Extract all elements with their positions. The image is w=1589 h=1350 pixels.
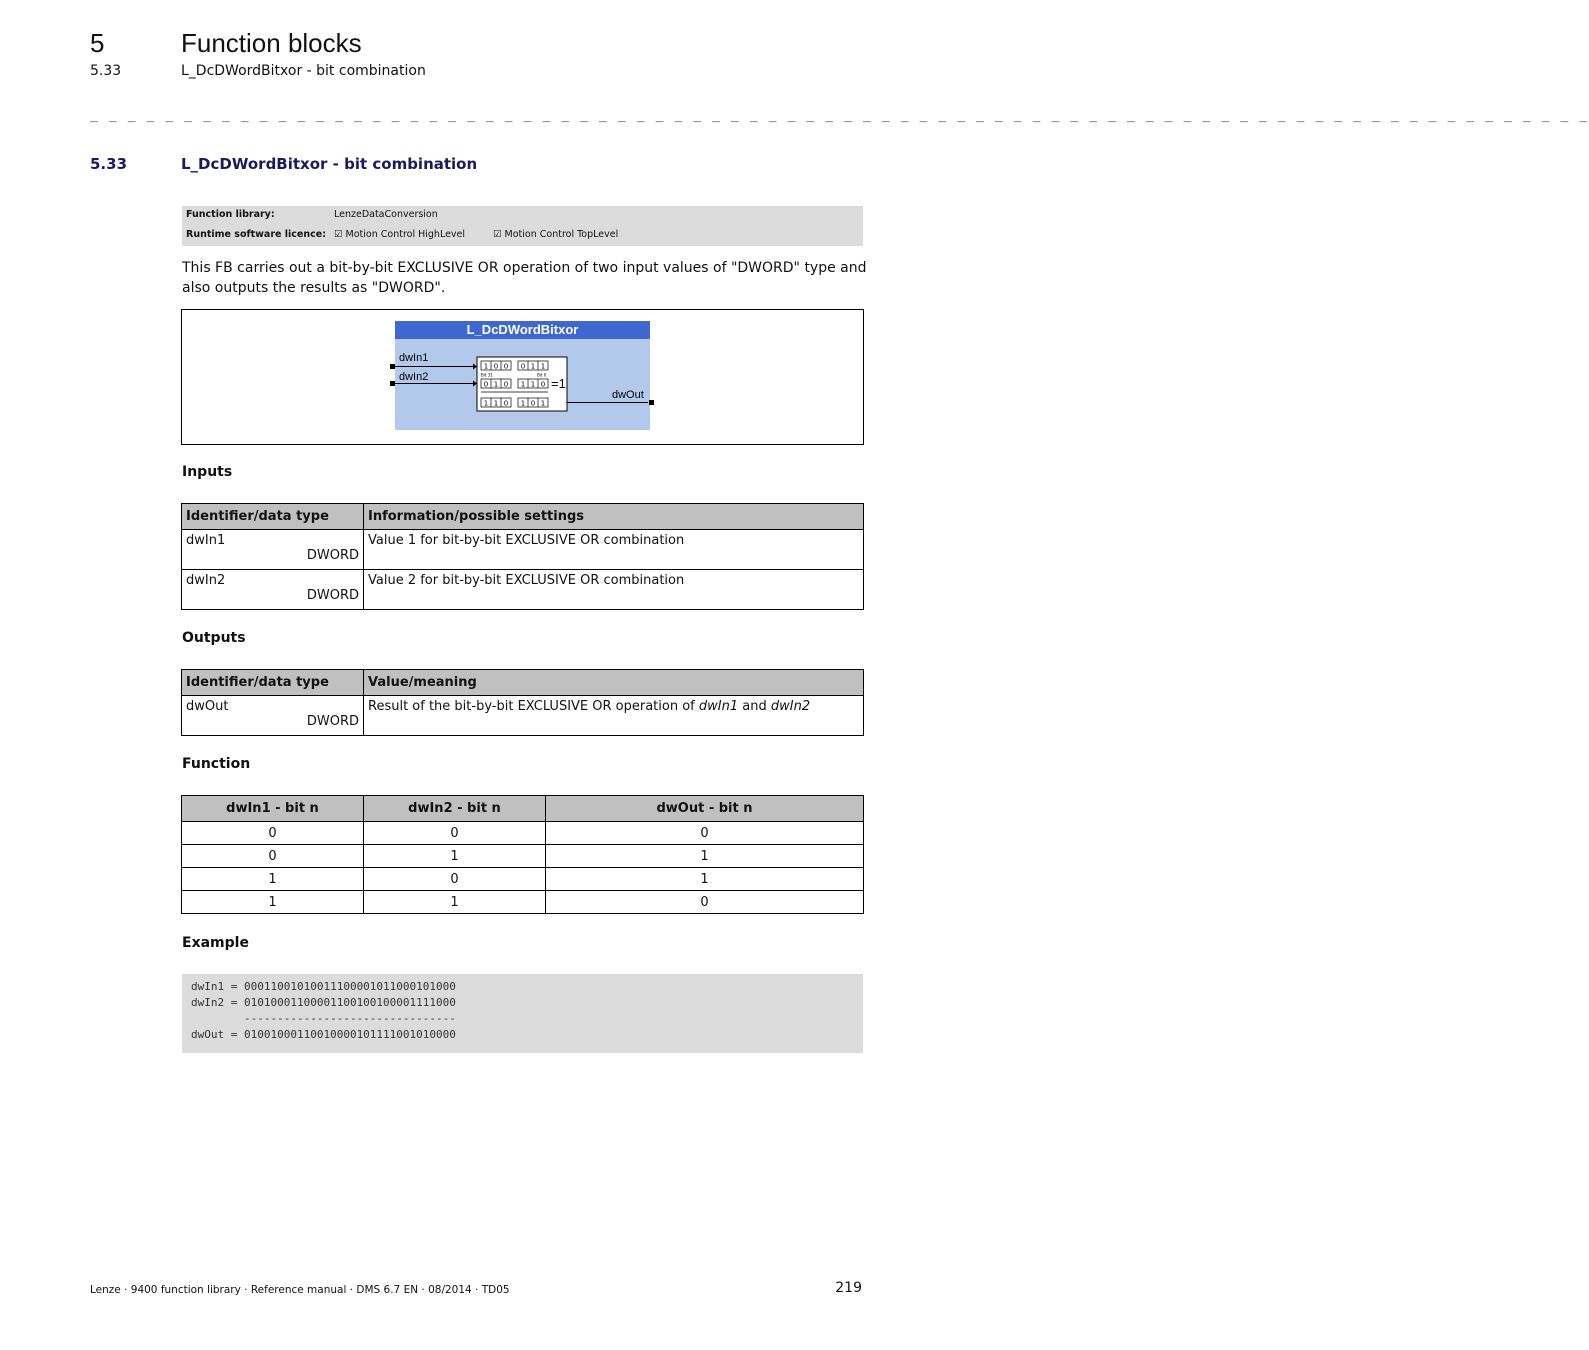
- function-heading: Function: [182, 756, 251, 772]
- bit-cell: 0: [503, 399, 509, 408]
- licence-highlevel: ☑ Motion Control HighLevel: [334, 229, 466, 240]
- example-heading: Example: [182, 935, 249, 951]
- inputs-heading: Inputs: [182, 464, 233, 480]
- table-header-row: [182, 796, 864, 822]
- table-row: [182, 696, 864, 736]
- library-label: Function library:: [186, 209, 275, 220]
- bit-cell: 1: [540, 399, 546, 408]
- table-row: [182, 530, 864, 570]
- info-text: Result of the bit-by-bit EXCLUSIVE OR operation of: [368, 699, 699, 714]
- column-header: dwIn1 - bit n: [182, 796, 364, 822]
- running-section-title: L_DcDWordBitxor - bit combination: [181, 63, 426, 79]
- info-cell: [364, 696, 864, 736]
- table-cell: 1: [364, 845, 546, 868]
- bit-cell: 0: [503, 362, 509, 371]
- table-cell: 0: [182, 845, 364, 868]
- identifier-name: dwIn2: [186, 573, 226, 588]
- table-row: [182, 570, 864, 610]
- section-title: L_DcDWordBitxor - bit combination: [181, 155, 478, 173]
- bit-cell: 0: [540, 380, 546, 389]
- bit-cell: 1: [493, 380, 499, 389]
- header-divider: _ _ _ _ _ _ _ _ _ _ _ _ _ _ _ _ _ _ _ _ _ _ _ _ _ _ _ _ _ _ _ _ _ _ _ _ _ _ _ _ _ _ _ _ _ _ _ _ _ _ _ _ _ _ _ _ _ _ _ _ _ _ _ _ _ _ _ _ _ _ _ _ _ _ _ _ _ _ _ _: [90, 108, 1589, 123]
- library-info-box: [182, 206, 863, 246]
- bit-cell: 1: [530, 362, 536, 371]
- info-cell: Value 1 for bit-by-bit EXCLUSIVE OR combination: [364, 530, 864, 570]
- table-cell: 0: [364, 868, 546, 891]
- code-line-dwin2: dwIn2 = 01010001100001100100100001111000: [191, 996, 456, 1009]
- chapter-number: 5: [90, 28, 105, 58]
- output-pin-dwout[interactable]: [649, 400, 654, 405]
- identifier-cell: [182, 696, 364, 736]
- column-header: Identifier/data type: [182, 504, 364, 530]
- bit-cell: 1: [493, 399, 499, 408]
- label-dwin1: dwIn1: [399, 352, 429, 364]
- bit-cell: 0: [493, 362, 499, 371]
- info-var-dwin2: dwIn2: [770, 699, 811, 714]
- column-header: dwIn2 - bit n: [364, 796, 546, 822]
- inputs-table: [181, 503, 864, 610]
- identifier-name: dwIn1: [186, 533, 226, 548]
- bit-cell: 1: [520, 380, 526, 389]
- identifier-type: DWORD: [306, 588, 359, 603]
- info-cell: Value 2 for bit-by-bit EXCLUSIVE OR combination: [364, 570, 864, 610]
- arrow-dwin2: [473, 381, 477, 387]
- code-line-dwin1: dwIn1 = 00011001010011100001011000101000: [191, 980, 456, 993]
- column-header: Information/possible settings: [364, 504, 864, 530]
- identifier-type: DWORD: [306, 714, 359, 729]
- input-pin-dwin1[interactable]: [390, 364, 395, 369]
- identifier-type: DWORD: [306, 548, 359, 563]
- column-header: Value/meaning: [364, 670, 864, 696]
- column-header: Identifier/data type: [182, 670, 364, 696]
- table-row: [182, 822, 864, 845]
- table-cell: 0: [364, 822, 546, 845]
- table-cell: 0: [182, 822, 364, 845]
- xor-operator-symbol: =1: [551, 376, 566, 391]
- table-cell: 1: [182, 868, 364, 891]
- table-header-row: [182, 504, 864, 530]
- identifier-name: dwOut: [186, 699, 229, 714]
- bit-cell: 1: [483, 399, 489, 408]
- bit-cell: 1: [530, 380, 536, 389]
- info-text: and: [738, 699, 771, 714]
- fb-block-title: L_DcDWordBitxor: [395, 321, 650, 339]
- code-line-dwout: dwOut = 01001000110010000101111001010000: [191, 1028, 456, 1041]
- identifier-cell: [182, 570, 364, 610]
- licence-toplevel: ☑ Motion Control TopLevel: [493, 229, 619, 240]
- table-row: [182, 845, 864, 868]
- example-code-block: [182, 974, 863, 1053]
- bit-cell: 1: [520, 399, 526, 408]
- table-cell: 1: [546, 868, 864, 891]
- running-section-number: 5.33: [90, 63, 122, 79]
- code-line-separator: --------------------------------: [191, 1012, 456, 1025]
- bit-0-label: Bit 0: [537, 372, 547, 378]
- outputs-table: [181, 669, 864, 736]
- label-dwin2: dwIn2: [399, 371, 429, 383]
- outputs-heading: Outputs: [182, 630, 246, 646]
- function-truth-table: [181, 795, 864, 914]
- page-footer: Lenze · 9400 function library · Reference manual · DMS 6.7 EN · 08/2014 · TD05: [90, 1284, 510, 1296]
- table-cell: 0: [546, 822, 864, 845]
- bit-cell: 1: [483, 362, 489, 371]
- table-header-row: [182, 670, 864, 696]
- table-row: [182, 868, 864, 891]
- table-cell: 1: [364, 891, 546, 914]
- bit-cell: 0: [520, 362, 526, 371]
- column-header: dwOut - bit n: [546, 796, 864, 822]
- licence-label: Runtime software licence:: [186, 229, 326, 240]
- library-value: LenzeDataConversion: [334, 209, 438, 220]
- info-var-dwin1: dwIn1: [698, 699, 739, 714]
- table-row: [182, 891, 864, 914]
- bit-cell: 0: [483, 380, 489, 389]
- bit-cell: 1: [540, 362, 546, 371]
- chapter-title: Function blocks: [181, 28, 362, 58]
- table-cell: 0: [546, 891, 864, 914]
- arrow-dwin1: [473, 364, 477, 370]
- bit-cell: 0: [503, 380, 509, 389]
- table-cell: 1: [546, 845, 864, 868]
- bit-cell: 0: [530, 399, 536, 408]
- identifier-cell: [182, 530, 364, 570]
- fb-block-diagram: [385, 339, 660, 431]
- page-number: 219: [835, 1280, 862, 1296]
- section-number: 5.33: [90, 155, 128, 173]
- bit-31-label: Bit 31: [481, 372, 493, 378]
- intro-paragraph: This FB carries out a bit-by-bit EXCLUSIVE OR operation of two input values of "DWORD" type and also outputs the results as "DWORD".: [182, 260, 867, 296]
- label-dwout: dwOut: [612, 389, 644, 401]
- table-cell: 1: [182, 891, 364, 914]
- input-pin-dwin2[interactable]: [390, 381, 395, 386]
